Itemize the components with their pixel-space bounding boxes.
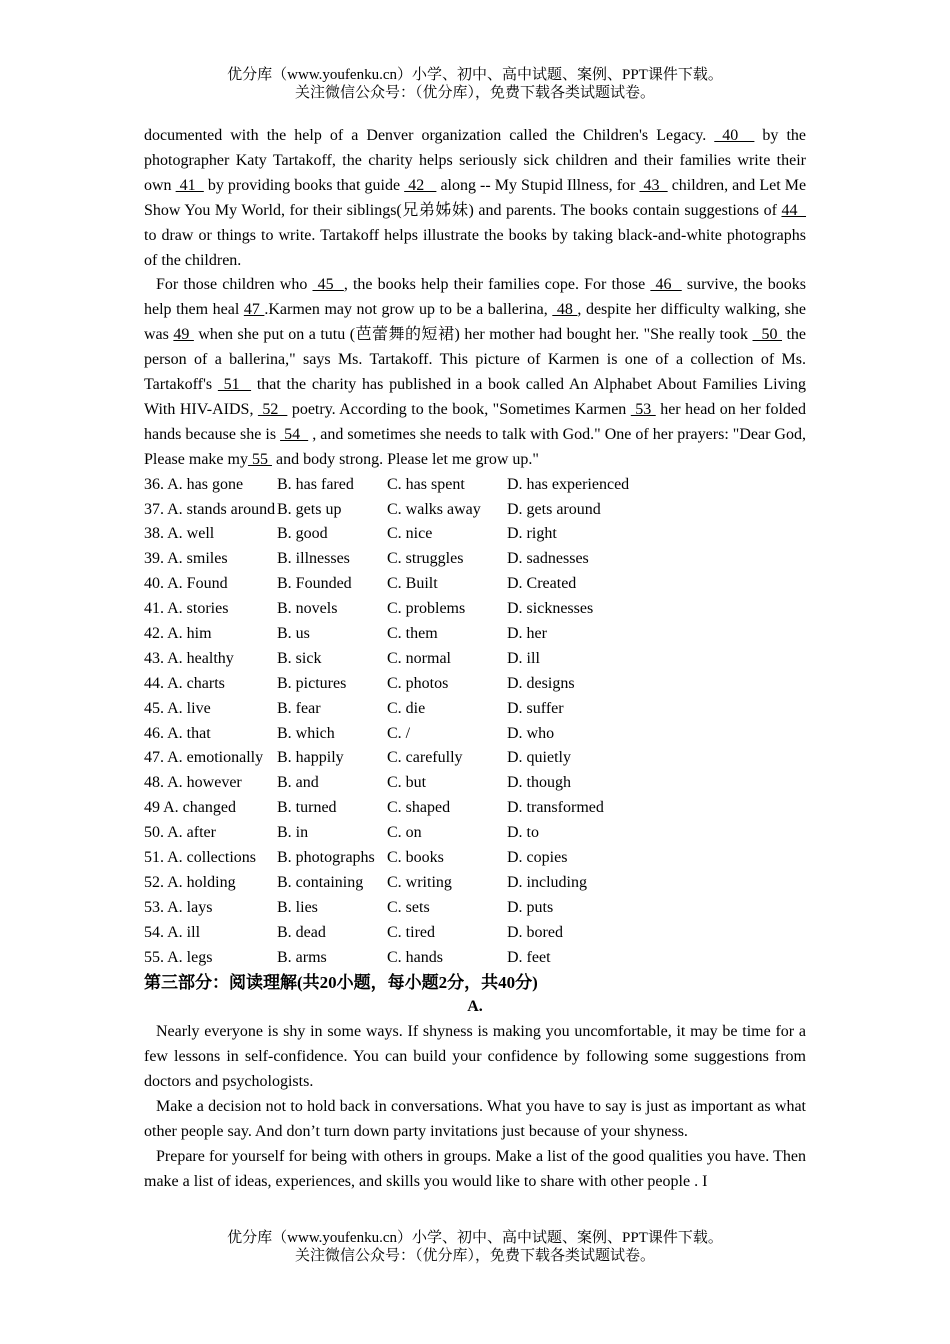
option-d: D. ill [507, 649, 540, 667]
option-d: D. who [507, 724, 555, 742]
option-d: D. sadnesses [507, 550, 589, 568]
option-b: B. in [277, 824, 309, 842]
option-b: B. has fared [277, 475, 354, 493]
blank-49: 49 [173, 326, 194, 344]
option-c: C. hands [387, 948, 443, 966]
passage-paragraph-1: documented with the help of a Denver organization called the Children's Legacy. 40 by the photographer Katy Tartakoff, the charity helps seriously sick children and their families write their own 41 by providing books that guide 42 along -- My Stupid Illness, for 43 children, and Let Me Show You My World, for their siblings(兄弟姊妹) and parents. The books contain suggestions of 44 to draw or things to write. Tartakoff helps illustrate the books by taking black-and-white photographs of the children. [144, 127, 807, 269]
option-b: B. novels [277, 600, 338, 618]
option-a: 50. A. after [144, 824, 216, 842]
option-b: B. arms [277, 948, 327, 966]
option-d: D. quietly [507, 749, 571, 767]
option-c: C. writing [387, 873, 452, 891]
option-a: 46. A. that [144, 724, 211, 742]
blank-53: 53 [630, 400, 656, 418]
option-c: C. has spent [387, 475, 465, 493]
option-c: C. sets [387, 898, 430, 916]
option-b: B. containing [277, 873, 364, 891]
option-b: B. fear [277, 699, 321, 717]
blank-41: 41 [175, 176, 204, 194]
options-list [144, 473, 806, 971]
option-d: D. designs [507, 674, 575, 692]
option-a: 45. A. live [144, 699, 211, 717]
option-d: D. suffer [507, 699, 564, 717]
option-d: D. to [507, 824, 539, 842]
reading-paragraph-2: Make a decision not to hold back in conversations. What you have to say is just as important as what other people say. And don’t turn down party invitations just because of your shyness. [144, 1098, 806, 1140]
option-b: B. Founded [277, 575, 352, 593]
blank-47: 47 [243, 301, 265, 319]
blank-44: 44 [781, 201, 807, 219]
question-37-options [144, 498, 806, 523]
option-a: 41. A. stories [144, 600, 229, 618]
option-d: D. Created [507, 575, 577, 593]
option-d: D. though [507, 774, 571, 792]
option-a: 54. A. ill [144, 923, 201, 941]
option-a: 36. A. has gone [144, 475, 244, 493]
question-44-options [144, 672, 806, 697]
option-b: B. which [277, 724, 335, 742]
option-a: 52. A. holding [144, 873, 236, 891]
option-c: C. / [387, 724, 411, 742]
question-52-options [144, 871, 806, 896]
option-d: D. puts [507, 898, 554, 916]
option-b: B. dead [277, 923, 326, 941]
option-c: C. problems [387, 600, 466, 618]
reading-paragraph-3: Prepare for yourself for being with others in groups. Make a list of the good qualities you have. Then make a list of ideas, experiences, and skills you would like to share with other people . I [144, 1147, 806, 1190]
option-b: B. lies [277, 898, 318, 916]
question-46-options [144, 722, 806, 747]
option-c: C. books [387, 849, 444, 867]
blank-54: 54 [280, 425, 309, 443]
option-c: C. but [387, 774, 427, 792]
question-51-options [144, 846, 806, 871]
blank-46: 46 [650, 276, 682, 294]
footer-line-1: 优分库（www.youfenku.cn）小学、初中、高中试题、案例、PPT课件下载。 [227, 1230, 723, 1246]
option-b: B. good [277, 525, 328, 543]
question-55-options [144, 946, 806, 971]
option-b: B. sick [277, 649, 322, 667]
question-42-options [144, 622, 806, 647]
question-41-options [144, 597, 806, 622]
option-d: D. has experienced [507, 475, 630, 493]
option-a: 40. A. Found [144, 575, 228, 593]
section-3-title: 第三部分：阅读理解(共20小题，每小题2分，共40分) [144, 972, 538, 992]
option-b: B. illnesses [277, 550, 350, 568]
option-c: C. shaped [387, 799, 451, 817]
option-a: 47. A. emotionally [144, 749, 264, 767]
blank-45: 45 [312, 276, 344, 294]
question-49-options [144, 796, 806, 821]
blank-43: 43 [639, 176, 668, 194]
blank-50: 50 [752, 326, 782, 344]
option-c: C. them [387, 625, 438, 643]
option-c: C. on [387, 824, 422, 842]
question-40-options [144, 572, 806, 597]
blank-55: 55 [247, 450, 272, 468]
passage-a-label: A. [467, 998, 483, 1016]
blank-42: 42 [404, 176, 437, 194]
option-d: D. gets around [507, 500, 601, 518]
blank-51: 51 [217, 376, 252, 394]
option-c: C. photos [387, 674, 449, 692]
option-c: C. tired [387, 923, 435, 941]
option-a: 49 A. changed [144, 799, 236, 817]
option-b: B. pictures [277, 674, 347, 692]
option-c: C. nice [387, 525, 433, 543]
header-line-2: 关注微信公众号：（优分库），免费下载各类试题试卷。 [294, 85, 655, 101]
passage-paragraph-2: For those children who 45 , the books help their families cope. For those 46 survive, the books help them heal 47 .Karmen may not grow up to be a ballerina, 48 , despite her difficulty walking, she was 49 when she put on a tutu (芭蕾舞的短裙) her mother had bought her. "She really took 50 the person of a ballerina," says Ms. Tartakoff. This picture of Karmen is one of a collection of Ms. Tartakoff's 51 that the charity has published in a book called An Alphabet About Families Living With HIV-AIDS, 52 poetry. According to the book, "Sometimes Karmen 53 her head on her folded hands because she is 54 , and sometimes she needs to talk with God." One of her prayers: "Dear God, Please make my 55 and body strong. Please let me grow up." [144, 276, 807, 468]
option-a: 37. A. stands around [144, 500, 276, 518]
option-d: D. bored [507, 923, 563, 941]
option-c: C. walks away [387, 500, 481, 518]
option-b: B. and [277, 774, 319, 792]
question-50-options [144, 821, 806, 846]
option-d: D. right [507, 525, 557, 543]
option-d: D. her [507, 625, 547, 643]
option-b: B. happily [277, 749, 344, 767]
option-c: C. normal [387, 649, 451, 667]
blank-52: 52 [257, 400, 288, 418]
question-43-options [144, 647, 806, 672]
option-a: 48. A. however [144, 774, 242, 792]
option-b: B. photographs [277, 849, 375, 867]
question-48-options [144, 771, 806, 796]
option-a: 44. A. charts [144, 674, 225, 692]
exam-page [144, 124, 806, 1195]
option-c: C. die [387, 699, 426, 717]
blank-40: 40 [714, 127, 755, 144]
page-header [0, 66, 950, 102]
option-b: B. gets up [277, 500, 342, 518]
question-39-options [144, 547, 806, 572]
question-53-options [144, 896, 806, 921]
blank-48: 48 [552, 301, 578, 319]
option-b: B. turned [277, 799, 337, 817]
option-a: 38. A. well [144, 525, 215, 543]
question-47-options [144, 746, 806, 771]
question-36-options [144, 473, 806, 498]
option-c: C. carefully [387, 749, 463, 767]
option-a: 55. A. legs [144, 948, 213, 966]
question-45-options [144, 697, 806, 722]
option-d: D. sicknesses [507, 600, 594, 618]
question-38-options [144, 522, 806, 547]
option-a: 39. A. smiles [144, 550, 228, 568]
option-a: 43. A. healthy [144, 649, 234, 667]
option-d: D. including [507, 873, 587, 891]
reading-paragraph-1: Nearly everyone is shy in some ways. If shyness is making you uncomfortable, it may be time for a few lessons in self-confidence. You can build your confidence by following some suggestions from doctors and psychologists. [144, 1023, 806, 1091]
option-c: C. struggles [387, 550, 464, 568]
page-footer [0, 1229, 950, 1265]
option-d: D. copies [507, 849, 568, 867]
option-d: D. transformed [507, 799, 604, 817]
question-54-options [144, 921, 806, 946]
option-c: C. Built [387, 575, 438, 593]
option-d: D. feet [507, 948, 551, 966]
footer-line-2: 关注微信公众号：（优分库），免费下载各类试题试卷。 [294, 1248, 655, 1264]
header-line-1: 优分库（www.youfenku.cn）小学、初中、高中试题、案例、PPT课件下载。 [227, 67, 723, 83]
option-b: B. us [277, 625, 310, 643]
option-a: 51. A. collections [144, 849, 256, 867]
option-a: 53. A. lays [144, 898, 213, 916]
option-a: 42. A. him [144, 625, 212, 643]
